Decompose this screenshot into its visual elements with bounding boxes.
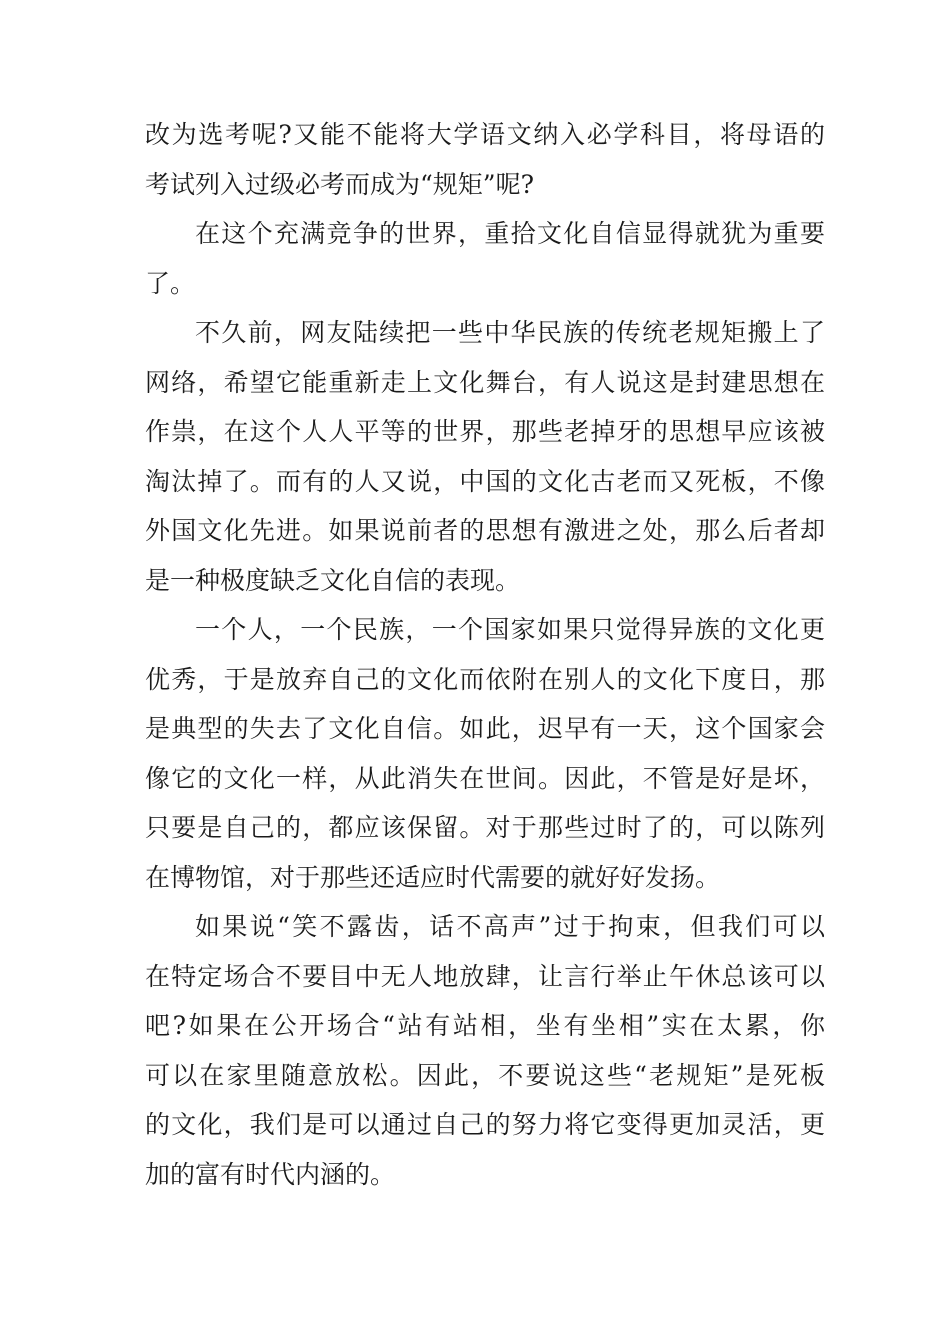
paragraph-4 [145, 605, 825, 902]
paragraph-2 [145, 209, 825, 308]
text-line: 可以在家里随意放松。因此，不要说这些“老规矩”是死板 [145, 1060, 825, 1090]
text-line: 考试列入过级必考而成为“规矩”呢? [145, 169, 534, 199]
text-line: 只要是自己的，都应该保留。对于那些过时了的，可以陈列 [145, 813, 825, 842]
text-line: 了。 [145, 268, 196, 298]
text-line: 优秀，于是放弃自己的文化而依附在别人的文化下度日，那 [145, 664, 825, 694]
text-line: 是一种极度缺乏文化自信的表现。 [145, 565, 521, 595]
text-line: 一个人，一个民族，一个国家如果只觉得异族的文化更 [195, 615, 825, 644]
text-line: 在特定场合不要目中无人地放肆，让言行举止午休总该可以 [145, 961, 825, 991]
paragraph-5 [145, 902, 825, 1199]
text-line: 的文化，我们是可以通过自己的努力将它变得更加灵活，更 [145, 1110, 825, 1139]
paragraph-3 [145, 308, 825, 605]
text-line: 如果说“笑不露齿，话不高声”过于拘束，但我们可以 [195, 912, 825, 941]
text-line: 像它的文化一样，从此消失在世间。因此，不管是好是坏， [145, 763, 825, 793]
text-line: 作祟，在这个人人平等的世界，那些老掉牙的思想早应该被 [145, 417, 825, 446]
text-line: 外国文化先进。如果说前者的思想有激进之处，那么后者却 [145, 516, 825, 545]
text-line: 吧?如果在公开场合“站有站相，坐有坐相”实在太累，你 [145, 1011, 825, 1040]
text-line: 不久前，网友陆续把一些中华民族的传统老规矩搬上了 [195, 318, 825, 347]
paragraph-1 [145, 110, 825, 209]
text-line: 在这个充满竞争的世界，重拾文化自信显得就犹为重要 [195, 219, 825, 248]
text-line: 是典型的失去了文化自信。如此，迟早有一天，这个国家会 [145, 714, 825, 743]
text-line: 改为选考呢?又能不能将大学语文纳入必学科目，将母语的 [145, 120, 825, 149]
text-line: 加的富有时代内涵的。 [145, 1159, 396, 1189]
text-line: 在博物馆，对于那些还适应时代需要的就好好发扬。 [145, 862, 721, 892]
document-body [145, 110, 825, 1199]
text-line: 网络，希望它能重新走上文化舞台，有人说这是封建思想在 [145, 367, 825, 397]
text-line: 淘汰掉了。而有的人又说，中国的文化古老而又死板，不像 [145, 466, 825, 496]
